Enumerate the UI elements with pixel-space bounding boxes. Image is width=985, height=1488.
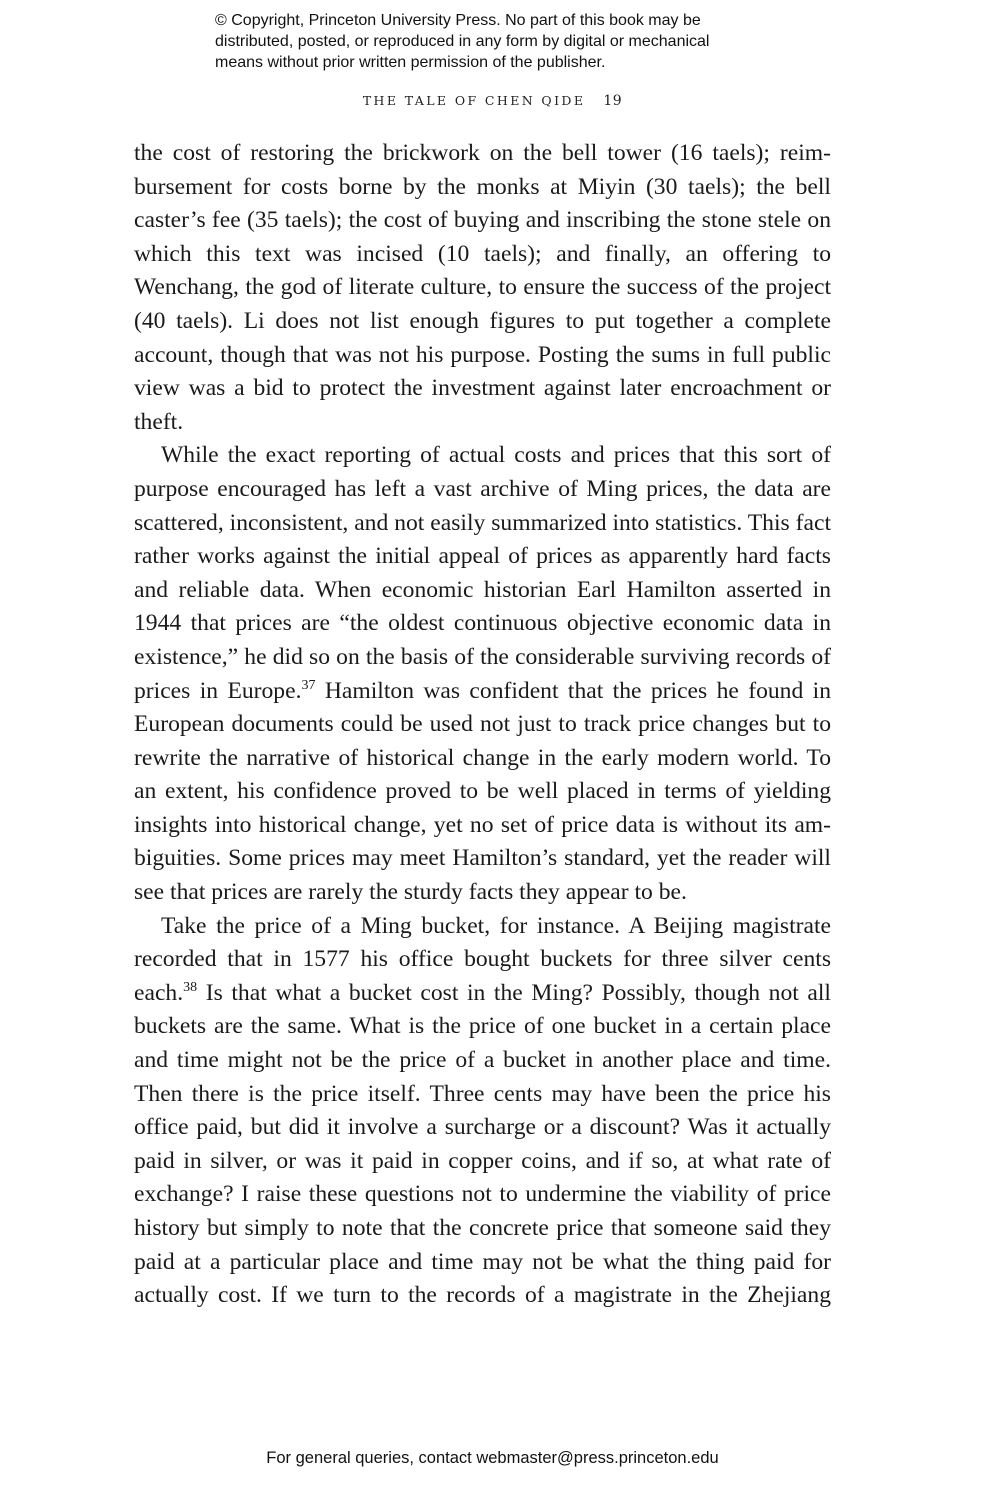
copyright-notice <box>215 10 835 73</box>
paragraph-2-text-b: Hamilton was confident that the prices he found in European documents could be used not just to track price changes but to rewrite the narrative of historical change in the early modern world. To an extent, his confidence proved to be well placed in terms of yielding insights into historical change, yet no set of price data is without its ambiguities. Some prices may meet Hamilton’s standard, yet the reader will see that prices are rarely the sturdy facts they appear to be. <box>134 677 832 906</box>
copyright-line-3: means without prior written permission of the publisher. <box>215 54 606 71</box>
paragraph-3-text-a: Take the price of a Ming bucket, for instance. A Beijing magistrate recorded that in 1577 his office bought buckets for three silver cents each. <box>134 912 831 1006</box>
running-head-title: THE TALE OF CHEN QIDE <box>362 93 586 108</box>
paragraph-2-text-a: While the exact reporting of actual costs and prices that this sort of purpose encouraged has left a vast archive of Ming prices, the data are scattered, inconsistent, and not easily summarized into statistics. This fact rather works against the initial appeal of prices as apparently hard facts and reliable data. When economic historian Earl Hamilton asserted in 1944 that prices are “the oldest continuous objective economic data in existence,” he did so on the basis of the considerable surviving records of prices in Europe. <box>134 442 831 704</box>
body-text <box>134 137 831 1313</box>
copyright-line-2: distributed, posted, or reproduced in any form by digital or mechanical <box>215 33 710 50</box>
page-number: 19 <box>603 93 623 109</box>
footnote-marker-37[interactable]: 37 <box>301 677 316 693</box>
footer-contact: For general queries, contact webmaster@press.princeton.edu <box>266 1449 719 1467</box>
copyright-line-1: © Copyright, Princeton University Press. No part of this book may be <box>215 12 701 29</box>
running-head <box>0 93 985 109</box>
paragraph-2 <box>134 439 831 909</box>
paragraph-3 <box>134 910 831 1313</box>
footnote-marker-38[interactable]: 38 <box>183 979 198 995</box>
paragraph-1: the cost of restoring the brickwork on the bell tower (16 taels); reimbursement for costs borne by the monks at Miyin (30 taels); the bell caster’s fee (35 taels); the cost of buying and inscribing the stone stele on which this text was incised (10 taels); and finally, an offering to Wenchang, the god of literate culture, to ensure the success of the project (40 taels). Li does not list enough figures to put together a complete account, though that was not his purpose. Posting the sums in full public view was a bid to protect the investment against later encroachment or theft. <box>134 140 831 435</box>
paragraph-3-text-b: Is that what a bucket cost in the Ming? Possibly, though not all buckets are the same. What is the price of one bucket in a certain place and time might not be the price of a bucket in another place and time. Then there is the price itself. Three cents may have been the price his office paid, but did it involve a surcharge or a discount? Was it actually paid in silver, or was it paid in copper coins, and if so, at what rate of exchange? I raise these questions not to undermine the viability of price history but simply to note that the concrete price that someone said they paid at a particular place and time may not be what the thing paid for actually cost. If we turn to the records of a magistrate in the Zhejiang <box>134 979 831 1309</box>
